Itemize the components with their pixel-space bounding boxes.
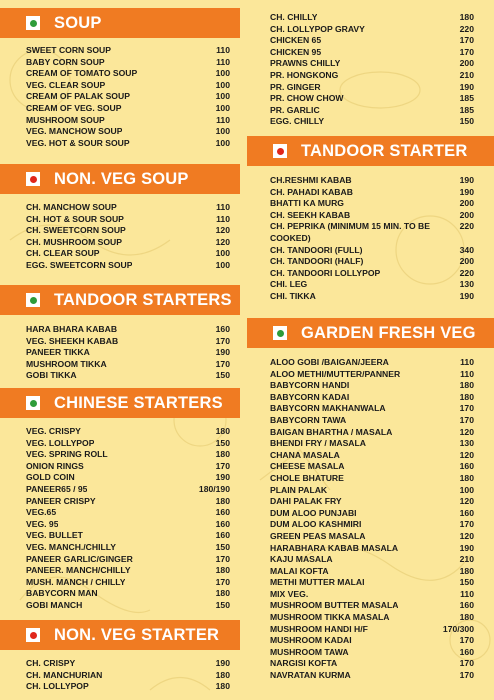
- item-price: 120: [215, 225, 230, 236]
- menu-item: [0, 565, 247, 577]
- menu-item: [247, 519, 494, 531]
- item-price: 160: [215, 518, 230, 529]
- menu-item: [247, 369, 494, 381]
- menu-item: [247, 531, 494, 543]
- item-name: CH. TANDOORI (HALF): [270, 256, 364, 267]
- item-name: DUM ALOO KASHMIRI: [270, 519, 362, 530]
- veg-mark-icon: [26, 293, 40, 307]
- menu-item: [247, 12, 494, 24]
- item-price: 170: [215, 460, 230, 471]
- item-name: CHEESE MASALA: [270, 461, 345, 472]
- item-price: 120: [215, 236, 230, 247]
- item-price: 100: [215, 126, 230, 137]
- item-price: 180: [215, 565, 230, 576]
- item-price: 180/190: [198, 483, 230, 494]
- menu-item: [247, 82, 494, 94]
- item-price: 170: [215, 358, 230, 369]
- item-name: CH. MANCHURIAN: [26, 669, 103, 680]
- item-name: BABYCORN MAKHANWALA: [270, 403, 386, 414]
- item-name: CH. TANDOORI (FULL): [270, 244, 363, 255]
- item-name: DUM ALOO PUNJABI: [270, 507, 357, 518]
- item-name: CH. SWEETCORN SOUP: [26, 225, 126, 236]
- item-name: HARA BHARA KABAB: [26, 324, 118, 334]
- item-name: VEG.65: [26, 507, 57, 518]
- menu-item: [0, 658, 247, 670]
- menu-item: [247, 450, 494, 462]
- menu-item: [247, 175, 494, 187]
- item-price: 110: [460, 368, 474, 379]
- item-price: 130: [459, 438, 474, 449]
- menu-item: [247, 210, 494, 222]
- menu-item: [247, 438, 494, 450]
- item-price: 110: [460, 588, 474, 599]
- item-name: CH. CLEAR SOUP: [26, 248, 100, 259]
- menu-item: [0, 588, 247, 600]
- item-price: 180: [459, 380, 474, 391]
- item-name: CH. PEPRIKA (MINIMUM 15 MIN. TO BE COOKED): [270, 221, 430, 243]
- item-price: 185: [459, 93, 474, 104]
- soup-banner: [0, 8, 240, 38]
- menu-item: [247, 47, 494, 59]
- item-name: BABYCORN TAWA: [270, 414, 347, 425]
- item-price: 180: [215, 588, 230, 599]
- item-name: NAVRATAN KURMA: [270, 670, 351, 681]
- menu-item: [247, 403, 494, 415]
- item-name: PANEER GARLIC/GINGER: [26, 553, 133, 564]
- item-name: CH. LOLLYPOP GRAVY: [270, 23, 365, 34]
- item-price: 180: [459, 391, 474, 402]
- item-price: 170: [459, 46, 474, 57]
- menu-item: [0, 237, 247, 249]
- item-name: DAHI PALAK FRY: [270, 496, 342, 507]
- item-name: CH. CRISPY: [26, 658, 76, 668]
- veg-mark-icon: [26, 16, 40, 30]
- garden-fresh-veg-section: [247, 318, 494, 682]
- nonveg-mark-icon: [273, 144, 287, 158]
- item-price: 130: [459, 279, 474, 290]
- section-title: TANDOOR STARTER: [301, 141, 468, 160]
- item-name: MUSHROOM KADAI: [270, 635, 352, 646]
- menu-item: [247, 554, 494, 566]
- menu-list: [0, 45, 247, 149]
- menu-item: [247, 70, 494, 82]
- item-name: BHENDI FRY / MASALA: [270, 438, 366, 449]
- item-name: CHANA MASALA: [270, 449, 340, 460]
- tandoor-starter-banner: [247, 136, 494, 166]
- item-price: 180: [459, 565, 474, 576]
- item-name: EGG. CHILLY: [270, 116, 325, 127]
- menu-item: [0, 496, 247, 508]
- menu-item: [247, 508, 494, 520]
- item-name: SWEET CORN SOUP: [26, 45, 111, 55]
- item-name: MUSHROOM SOUP: [26, 114, 105, 125]
- item-price: 100: [215, 137, 230, 148]
- menu-item: [247, 612, 494, 624]
- menu-list: [0, 426, 247, 612]
- menu-list: [0, 202, 247, 272]
- item-price: 170: [459, 519, 474, 530]
- menu-item: [247, 256, 494, 268]
- menu-list: [0, 324, 247, 382]
- menu-item: [247, 105, 494, 117]
- item-name: HARABHARA KABAB MASALA: [270, 542, 399, 553]
- item-price: 120: [459, 426, 474, 437]
- item-name: CHI. LEG: [270, 279, 308, 290]
- menu-item: [0, 507, 247, 519]
- item-name: PRAWNS CHILLY: [270, 58, 341, 69]
- menu-item: [0, 426, 247, 438]
- menu-item: [0, 681, 247, 693]
- item-price: 150: [215, 541, 230, 552]
- item-name: CREAM OF TOMATO SOUP: [26, 68, 138, 79]
- menu-item: [0, 103, 247, 115]
- menu-list: [247, 175, 494, 303]
- item-price: 110: [216, 56, 230, 67]
- item-price: 180: [215, 669, 230, 680]
- menu-list: [247, 12, 494, 128]
- item-name: VEG. 95: [26, 518, 59, 529]
- item-name: VEG. SHEEKH KABAB: [26, 335, 119, 346]
- menu-item: [247, 198, 494, 210]
- menu-item: [247, 670, 494, 682]
- section-title: CHINESE STARTERS: [54, 393, 223, 412]
- item-price: 190: [459, 186, 474, 197]
- item-name: GOBI MANCH: [26, 599, 83, 610]
- item-name: VEG. MANCH./CHILLY: [26, 541, 116, 552]
- menu-item: [0, 91, 247, 103]
- menu-item: [0, 359, 247, 371]
- item-price: 160: [459, 600, 474, 611]
- item-name: PR. CHOW CHOW: [270, 93, 344, 104]
- item-price: 160: [459, 461, 474, 472]
- menu-item: [0, 45, 247, 57]
- menu-item: [247, 461, 494, 473]
- nonveg-starter-section: [0, 620, 247, 693]
- item-price: 200: [459, 198, 474, 209]
- menu-item: [0, 461, 247, 473]
- menu-item: [0, 126, 247, 138]
- tandoor-starter-section: [247, 136, 494, 303]
- menu-item: [0, 600, 247, 612]
- menu-item: [0, 438, 247, 450]
- item-price: 110: [216, 114, 230, 125]
- item-price: 150: [215, 437, 230, 448]
- item-name: BABYCORN MAN: [26, 588, 98, 599]
- item-name: PANEER CRISPY: [26, 495, 96, 506]
- section-title: GARDEN FRESH VEG: [301, 323, 476, 342]
- item-name: NARGISI KOFTA: [270, 658, 338, 669]
- menu-item: [0, 472, 247, 484]
- item-name: BHATTI KA MURG: [270, 198, 344, 209]
- nonveg-mark-icon: [26, 172, 40, 186]
- nonveg-starter-continued: [247, 12, 494, 128]
- item-price: 180: [459, 472, 474, 483]
- item-price: 180: [215, 426, 230, 436]
- item-price: 170: [459, 403, 474, 414]
- item-name: MUSHROOM BUTTER MASALA: [270, 600, 399, 611]
- item-name: VEG. MANCHOW SOUP: [26, 126, 123, 137]
- item-name: CHICKEN 95: [270, 46, 322, 57]
- menu-item: [0, 324, 247, 336]
- item-price: 190: [215, 472, 230, 483]
- item-name: MUSH. MANCH / CHILLY: [26, 576, 126, 587]
- item-name: PR. GINGER: [270, 81, 321, 92]
- item-price: 160: [215, 324, 230, 334]
- item-name: PR. HONGKONG: [270, 69, 339, 80]
- menu-item: [247, 291, 494, 303]
- item-name: PANEER. MANCH/CHILLY: [26, 565, 131, 576]
- item-price: 220: [459, 267, 474, 278]
- menu-item: [247, 35, 494, 47]
- item-name: VEG. HOT & SOUR SOUP: [26, 137, 130, 148]
- nonveg-starter-banner: [0, 620, 240, 650]
- item-price: 180: [215, 449, 230, 460]
- chinese-starters-section: [0, 388, 247, 612]
- menu-item: [247, 624, 494, 636]
- menu-item: [247, 658, 494, 670]
- menu-item: [0, 370, 247, 382]
- item-name: CH. PAHADI KABAB: [270, 186, 353, 197]
- item-name: MUSHROOM TIKKA: [26, 358, 107, 369]
- menu-item: [247, 245, 494, 257]
- item-name: PANEER65 / 95: [26, 483, 88, 494]
- item-name: VEG. CRISPY: [26, 426, 81, 436]
- item-name: KAJU MASALA: [270, 554, 333, 565]
- item-price: 200: [459, 209, 474, 220]
- item-name: PLAIN PALAK: [270, 484, 328, 495]
- menu-item: [247, 58, 494, 70]
- tandoor-starters-banner: [0, 285, 240, 315]
- item-name: PANEER TIKKA: [26, 347, 90, 358]
- item-price: 100: [215, 91, 230, 102]
- item-name: GOBI TIKKA: [26, 370, 77, 381]
- section-title: TANDOOR STARTERS: [54, 290, 232, 309]
- item-price: 170: [215, 335, 230, 346]
- item-name: EGG. SWEETCORN SOUP: [26, 259, 133, 270]
- item-name: CH.RESHMI KABAB: [270, 175, 352, 185]
- menu-item: [0, 214, 247, 226]
- menu-item: [247, 473, 494, 485]
- menu-item: [0, 225, 247, 237]
- item-price: 190: [215, 347, 230, 358]
- item-price: 160: [215, 530, 230, 541]
- item-name: CH. SEEKH KABAB: [270, 209, 351, 220]
- item-name: BABYCORN KADAI: [270, 391, 350, 402]
- item-name: GREEN PEAS MASALA: [270, 530, 366, 541]
- item-price: 110: [216, 213, 230, 224]
- item-price: 170/300: [442, 623, 474, 634]
- item-price: 150: [215, 599, 230, 610]
- item-price: 120: [459, 530, 474, 541]
- item-price: 210: [459, 69, 474, 80]
- menu-item: [0, 484, 247, 496]
- menu-item: [0, 138, 247, 150]
- menu-item: [247, 485, 494, 497]
- menu-item: [247, 577, 494, 589]
- menu-item: [0, 542, 247, 554]
- menu-item: [0, 57, 247, 69]
- item-price: 120: [459, 496, 474, 507]
- menu-item: [247, 600, 494, 612]
- menu-item: [0, 519, 247, 531]
- menu-item: [247, 427, 494, 439]
- item-price: 200: [459, 256, 474, 267]
- item-name: CH. CHILLY: [270, 12, 318, 22]
- item-price: 100: [215, 102, 230, 113]
- item-price: 170: [459, 635, 474, 646]
- item-name: CREAM OF VEG. SOUP: [26, 102, 122, 113]
- item-price: 180: [215, 495, 230, 506]
- item-price: 160: [459, 646, 474, 657]
- item-price: 170: [215, 553, 230, 564]
- tandoor-starters-section: [0, 285, 247, 382]
- item-price: 170: [459, 670, 474, 681]
- item-name: MALAI KOFTA: [270, 565, 329, 576]
- item-name: CHICKEN 65: [270, 35, 322, 46]
- menu-item: [0, 115, 247, 127]
- item-price: 100: [215, 259, 230, 270]
- item-price: 110: [216, 45, 230, 55]
- menu-item: [247, 187, 494, 199]
- item-name: MIX VEG.: [270, 588, 309, 599]
- nonveg-soup-section: [0, 164, 247, 272]
- menu-item: [0, 347, 247, 359]
- soup-section: [0, 8, 247, 149]
- item-name: MUSHROOM HANDI H/F: [270, 623, 368, 634]
- item-name: BABY CORN SOUP: [26, 56, 105, 67]
- item-name: VEG. LOLLYPOP: [26, 437, 95, 448]
- item-name: ALOO GOBI /BAIGAN/JEERA: [270, 357, 389, 367]
- item-price: 170: [459, 658, 474, 669]
- section-title: SOUP: [54, 13, 102, 32]
- item-name: MUSHROOM TIKKA MASALA: [270, 612, 390, 623]
- menu-list: [247, 357, 494, 682]
- item-name: BAIGAN BHARTHA / MASALA: [270, 426, 393, 437]
- menu-item: [0, 336, 247, 348]
- item-price: 100: [459, 484, 474, 495]
- item-name: GOLD COIN: [26, 472, 75, 483]
- veg-mark-icon: [273, 326, 287, 340]
- item-name: VEG. BULLET: [26, 530, 83, 541]
- menu-item: [247, 543, 494, 555]
- menu-item: [247, 589, 494, 601]
- chinese-starters-banner: [0, 388, 240, 418]
- menu-item: [0, 577, 247, 589]
- item-price: 210: [459, 554, 474, 565]
- item-name: BABYCORN HANDI: [270, 380, 350, 391]
- item-price: 190: [459, 290, 474, 301]
- item-price: 100: [215, 68, 230, 79]
- menu-item: [247, 357, 494, 369]
- item-price: 100: [215, 79, 230, 90]
- menu-item: [247, 566, 494, 578]
- item-price: 160: [215, 507, 230, 518]
- item-name: CHOLE BHATURE: [270, 472, 344, 483]
- menu-item: [0, 554, 247, 566]
- item-name: ONION RINGS: [26, 460, 84, 471]
- veg-mark-icon: [26, 396, 40, 410]
- item-name: VEG. SPRING ROLL: [26, 449, 108, 460]
- item-price: 180: [215, 681, 230, 692]
- item-name: METHI MUTTER MALAI: [270, 577, 365, 588]
- menu-item: [0, 68, 247, 80]
- menu-item: [0, 530, 247, 542]
- menu-item: [0, 260, 247, 272]
- section-title: NON. VEG STARTER: [54, 625, 220, 644]
- item-name: CH. TANDOORI LOLLYPOP: [270, 267, 381, 278]
- menu-item: [247, 647, 494, 659]
- item-name: CHI. TIKKA: [270, 290, 316, 301]
- item-price: 190: [459, 175, 474, 185]
- item-price: 180: [459, 12, 474, 22]
- item-price: 340: [459, 244, 474, 255]
- menu-item: [247, 221, 494, 244]
- item-price: 160: [459, 507, 474, 518]
- menu-item: [247, 635, 494, 647]
- item-price: 170: [459, 414, 474, 425]
- item-price: 220: [459, 221, 474, 232]
- section-title: NON. VEG SOUP: [54, 169, 189, 188]
- item-name: CH. LOLLYPOP: [26, 681, 89, 692]
- menu-item: [0, 248, 247, 260]
- item-name: CH. MANCHOW SOUP: [26, 202, 117, 212]
- item-price: 180: [459, 612, 474, 623]
- garden-fresh-veg-banner: [247, 318, 494, 348]
- item-price: 200: [459, 58, 474, 69]
- menu-item: [247, 415, 494, 427]
- menu-item: [247, 268, 494, 280]
- item-name: CH. MUSHROOM SOUP: [26, 236, 122, 247]
- menu-list: [0, 658, 247, 693]
- menu-item: [247, 496, 494, 508]
- menu-item: [0, 449, 247, 461]
- item-price: 110: [460, 357, 474, 367]
- item-price: 150: [215, 370, 230, 381]
- item-price: 120: [459, 449, 474, 460]
- item-name: ALOO METHI/MUTTER/PANNER: [270, 368, 401, 379]
- nonveg-soup-banner: [0, 164, 240, 194]
- item-price: 150: [459, 577, 474, 588]
- item-name: CH. HOT & SOUR SOUP: [26, 213, 124, 224]
- item-price: 185: [459, 104, 474, 115]
- item-name: CREAM OF PALAK SOUP: [26, 91, 130, 102]
- menu-item: [247, 380, 494, 392]
- item-price: 100: [215, 248, 230, 259]
- item-price: 170: [215, 576, 230, 587]
- item-price: 110: [216, 202, 230, 212]
- item-price: 220: [459, 23, 474, 34]
- menu-item: [0, 202, 247, 214]
- item-price: 170: [459, 35, 474, 46]
- item-name: MUSHROOM TAWA: [270, 646, 349, 657]
- menu-item: [247, 93, 494, 105]
- menu-item: [247, 116, 494, 128]
- menu-item: [0, 670, 247, 682]
- item-price: 190: [215, 658, 230, 668]
- item-price: 190: [459, 542, 474, 553]
- item-name: VEG. CLEAR SOUP: [26, 79, 106, 90]
- item-name: PR. GARLIC: [270, 104, 320, 115]
- menu-item: [0, 80, 247, 92]
- menu-item: [247, 392, 494, 404]
- menu-item: [247, 279, 494, 291]
- item-price: 150: [459, 116, 474, 127]
- menu-item: [247, 24, 494, 36]
- item-price: 190: [459, 81, 474, 92]
- nonveg-mark-icon: [26, 628, 40, 642]
